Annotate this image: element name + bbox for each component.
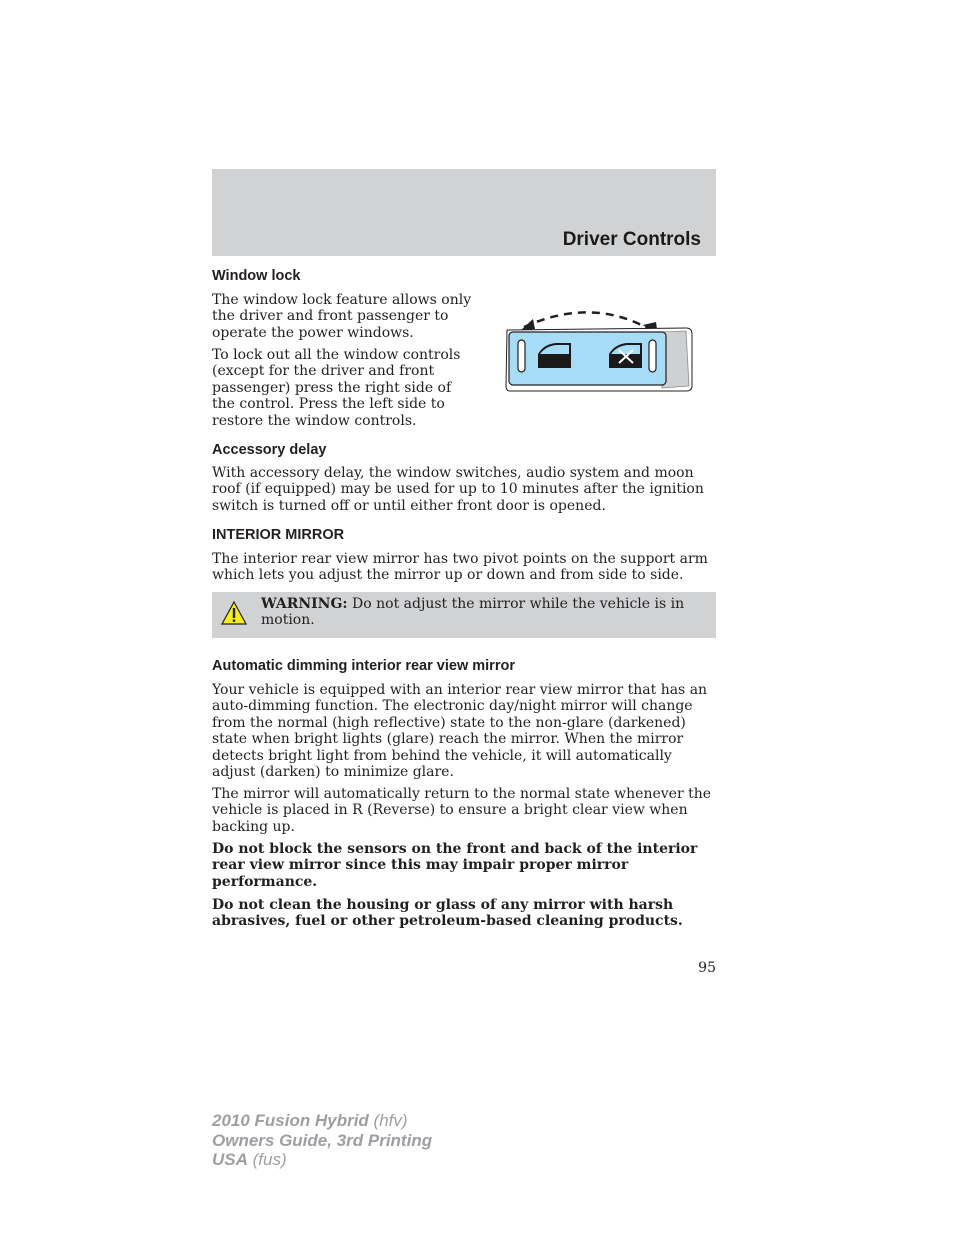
heading-window-lock: Window lock — [212, 268, 301, 284]
warning-box — [212, 592, 716, 638]
footer-line-2: Owners Guide, 3rd Printing — [212, 1130, 433, 1150]
warning-triangle-icon — [220, 600, 248, 626]
warning-message: Do not adjust the mirror while the vehicle is in motion. — [261, 596, 685, 629]
window-lock-paragraph-2: To lock out all the window controls (except for the driver and front passenger) press the right side of the control. Press the left side to restore the window controls. — [212, 347, 461, 429]
warning-label: WARNING: — [261, 596, 348, 612]
footer-model-code: (hfv) — [368, 1111, 408, 1130]
auto-dimming-caution-1: Do not block the sensors on the front and back of the interior rear view mirror since this may impair proper mirror performance. — [212, 841, 698, 890]
accessory-delay-paragraph: With accessory delay, the window switches, audio system and moon roof (if equipped) may be used for up to 10 minutes after the ignition switch is turned off or until either front door is opened. — [212, 465, 704, 514]
footer — [212, 1111, 432, 1170]
footer-line-1 — [212, 1111, 432, 1131]
auto-dimming-caution-2: Do not clean the housing or glass of any mirror with harsh abrasives, fuel or other petroleum-based cleaning products. — [212, 897, 683, 930]
auto-dimming-paragraph-1: Your vehicle is equipped with an interior rear view mirror that has an auto-dimming function. The electronic day/night mirror will change from the normal (high reflective) state to the non-glare (darkened) state when bright lights (glare) reach the mirror. When the mirror detects bright light from behind the vehicle, it will automatically adjust (darken) to minimize glare. — [212, 682, 708, 781]
auto-dimming-paragraph-2: The mirror will automatically return to the normal state whenever the vehicle is placed in R (Reverse) to ensure a bright clear view when backing up. — [212, 786, 712, 835]
heading-auto-dimming: Automatic dimming interior rear view mirror — [212, 658, 515, 674]
page-number: 95 — [698, 960, 716, 976]
heading-interior-mirror: INTERIOR MIRROR — [212, 527, 345, 543]
footer-market-code: (fus) — [247, 1150, 287, 1169]
header-band — [212, 169, 716, 256]
section-title: Driver Controls — [562, 229, 701, 250]
heading-accessory-delay: Accessory delay — [212, 442, 327, 458]
footer-market: USA — [212, 1150, 248, 1169]
footer-model: 2010 Fusion Hybrid — [212, 1111, 369, 1130]
window-lock-switch-icon — [500, 300, 700, 400]
warning-text — [261, 596, 701, 629]
window-lock-paragraph-1: The window lock feature allows only the driver and front passenger to operate the power windows. — [212, 292, 472, 341]
interior-mirror-paragraph: The interior rear view mirror has two pivot points on the support arm which lets you adjust the mirror up or down and from side to side. — [212, 551, 708, 584]
footer-line-3 — [212, 1150, 432, 1170]
